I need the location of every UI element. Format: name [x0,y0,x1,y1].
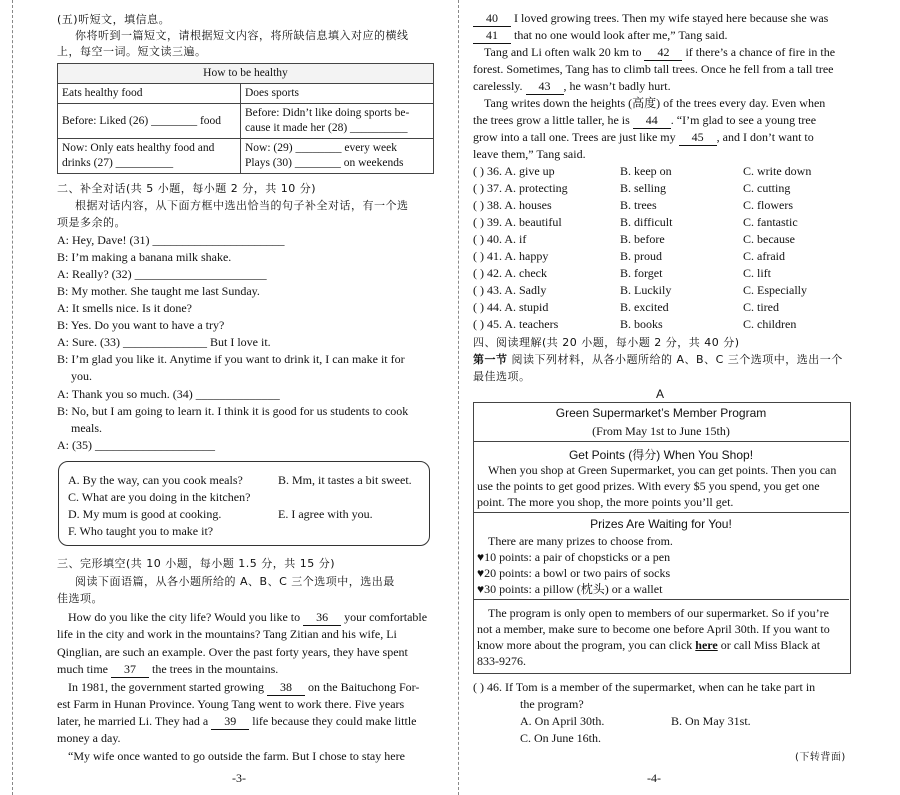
ad-text: When you shop at Green Supermarket, you can get points. Then you can [488,463,837,477]
choice-option-b: B. keep on [620,164,672,178]
passage-line [473,113,816,129]
ad-text: not a member, make sure to become one before April 30th. If you want to [477,622,830,636]
subsection-label: 第一节 [473,353,508,366]
page-right [450,0,900,795]
passage-line: Qinglian, are such an example. Over the past forty years, they have spent [57,645,408,659]
section-5-instruction-2: 上，每空一词。短文读三遍。 [57,45,207,58]
passage-line: Tang writes down the heights (高度) of the trees every day. Even when [484,96,826,110]
ad-heading-points: Get Points (得分) When You Shop! [568,448,754,462]
option-d: D. My mum is good at cooking. [68,507,222,521]
section-2-title: 二、补全对话(共 5 小题，每小题 2 分，共 10 分) [57,182,317,195]
passage-line: forest. Sometimes, Tang has to climb tall trees. Once he fell from a tall tree [473,62,834,76]
blank-37: 37 [111,662,149,678]
table-cell-line: Plays (30) ________ on weekends [245,157,404,169]
dialog-line: B: I’m glad you like it. Anytime if you want to drink it, I can make it for [57,352,405,366]
passage-line [473,130,814,146]
here-link[interactable]: here [695,638,718,652]
ad-divider [473,599,849,600]
passage-line [68,610,427,626]
prize-item: ♥10 points: a pair of chopsticks or a pen [477,550,671,564]
turn-over-note: (下转背面) [795,752,846,763]
passage-line: money a day. [57,731,121,745]
passage-line [473,28,728,44]
choice-option-c: C. afraid [743,249,785,263]
passage-line [484,45,835,61]
section-3-title: 三、完形填空(共 10 小题，每小题 1.5 分，共 15 分) [57,557,336,570]
ad-divider [473,512,849,513]
text: the trees in the mountains. [152,662,279,676]
binding-line [12,0,13,795]
table-cell-line: cause it made her (28) __________ [245,122,408,134]
table-cell-line: Now: (29) ________ every week [245,142,398,154]
dialog-line: A: Hey, Dave! (31) ______________________ [57,233,285,247]
choice-question: ( ) 44. A. stupid [473,300,549,314]
text: 阅读下列材料，从各小题所给的 A、B、C 三个选项中，选出一个 [511,353,843,366]
text: How do you like the city life? Would you like to [68,610,301,624]
binding-line [458,0,459,795]
dialog-line: you. [71,369,92,383]
text: later, he married Li. They had a [57,714,209,728]
dialog-line: B: No, but I am going to learn it. I think it is good for us students to cook [57,404,409,418]
q46-option-b: B. On May 31st. [671,714,751,728]
dialog-line: A: Sure. (33) ______________ But I love it. [57,335,271,349]
blank-42: 42 [644,45,682,61]
choice-option-c: C. tired [743,300,779,314]
text: life because they could make little [252,714,417,728]
table-cell: Does sports [241,84,434,104]
question-46-cont: the program? [520,697,584,711]
blank-36: 36 [303,610,341,626]
text: grow into a tall one. Trees are just like my [473,130,676,144]
ad-divider [473,441,849,442]
q46-option-a: A. On April 30th. [520,714,605,728]
prize-item: ♥20 points: a bowl or two pairs of socks [477,566,671,580]
table-cell: Eats healthy food [58,84,241,104]
section-2-instruction-2: 项是多余的。 [57,216,126,229]
choice-option-b: B. before [620,232,665,246]
dialog-line: B: I’m making a banana milk shake. [57,250,232,264]
passage-line: life in the city and work in the mountains? Tang Zitian and his wife, Li [57,627,397,641]
passage-label: A [656,387,665,401]
section-2-instruction: 根据对话内容，从下面方框中选出恰当的句子补全对话，有一个选 [75,199,409,212]
choice-option-b: B. trees [620,198,657,212]
prize-item: ♥30 points: a pillow (枕头) or a wallet [477,582,663,596]
option-f: F. Who taught you to make it? [68,524,214,538]
choice-option-c: C. because [743,232,795,246]
table-cell [241,104,434,139]
section-3-instruction: 阅读下面语篇，从各小题所给的 A、B、C 三个选项中，选出最 [75,575,395,588]
choice-option-c: C. fantastic [743,215,798,229]
blank-41: 41 [473,28,511,44]
text: the trees grow a little taller, he is [473,113,630,127]
text: , and I don’t want to [716,130,814,144]
table-header: How to be healthy [58,64,434,84]
section-4-instruction [473,352,843,367]
ad-title: Green Supermarket’s Member Program [555,406,767,420]
text: In 1981, the government started growing [68,680,264,694]
section-4-title: 四、阅读理解(共 20 小题，每小题 2 分，共 40 分) [473,336,740,349]
dialog-line: A: It smells nice. Is it done? [57,301,192,315]
table-cell [58,139,241,174]
section-5-title: (五)听短文，填信息。 [57,13,171,26]
choice-question: ( ) 43. A. Sadly [473,283,547,297]
ad-text: The program is only open to members of our supermarket. So if you’re [488,606,829,620]
choice-option-c: C. children [743,317,797,331]
ad-text [477,638,820,653]
option-e: E. I agree with you. [278,507,373,521]
choice-question: ( ) 38. A. houses [473,198,552,212]
choice-question: ( ) 39. A. beautiful [473,215,562,229]
ad-dates: (From May 1st to June 15th) [592,424,730,438]
blank-43: 43 [526,79,564,95]
passage-line: “My wife once wanted to go outside the farm. But I chose to stay here [68,749,405,763]
page-number: -4- [647,771,661,785]
choice-question: ( ) 42. A. check [473,266,547,280]
dialog-line: A: Really? (32) ______________________ [57,267,267,281]
choice-question: ( ) 41. A. happy [473,249,549,263]
choice-option-b: B. difficult [620,215,673,229]
passage-line: leave them,” Tang said. [473,147,586,161]
blank-40: 40 [473,11,511,27]
choice-option-b: B. books [620,317,663,331]
choice-question: ( ) 37. A. protecting [473,181,568,195]
page-number: -3- [232,771,246,785]
passage-line [473,79,671,95]
ad-text: use the points to get good prizes. With every $5 you spend, you get one [477,479,820,493]
choice-option-c: C. write down [743,164,812,178]
ad-text: point. The more you shop, the more points you’ll get. [477,495,734,509]
blank-45: 45 [679,130,717,146]
choice-option-b: B. excited [620,300,669,314]
choice-option-c: C. Especially [743,283,807,297]
text: I loved growing trees. Then my wife stayed here because she was [514,11,829,25]
text: . “I’m glad to see a young tree [670,113,817,127]
section-5-instruction: 你将听到一篇短文，请根据短文内容，将所缺信息填入对应的横线 [75,29,409,42]
option-c: C. What are you doing in the kitchen? [68,490,251,504]
choice-option-b: B. forget [620,266,663,280]
ad-text: 833-9276. [477,654,526,668]
passage-line [68,680,419,696]
dialog-line: meals. [71,421,102,435]
dialog-line: A: Thank you so much. (34) ______________ [57,387,280,401]
dialog-line: A: (35) ____________________ [57,438,215,452]
ad-text: There are many prizes to choose from. [488,534,673,548]
healthy-table [57,63,434,174]
text: if there’s a chance of fire in the [685,45,836,59]
passage-line [57,662,278,678]
choice-option-b: B. Luckily [620,283,672,297]
blank-39: 39 [211,714,249,730]
q46-option-c: C. On June 16th. [520,731,601,745]
passage-line: est Farm in Hunan Province. Young Tang went to work there. Five years [57,697,405,711]
choice-option-b: B. selling [620,181,667,195]
ad-heading-prizes: Prizes Are Waiting for You! [590,517,732,531]
text: your comfortable [344,610,428,624]
text: know more about the program, you can click [477,638,693,652]
choice-option-c: C. lift [743,266,772,280]
table-cell-line: Now: Only eats healthy food and [62,142,215,154]
passage-line [57,714,417,730]
option-b: B. Mm, it tastes a bit sweet. [278,473,412,487]
text: on the Baituchong For- [307,680,420,694]
text: carelessly. [473,79,523,93]
blank-44: 44 [633,113,671,129]
section-3-instruction-2: 佳选项。 [57,592,103,605]
question-46: ( ) 46. If Tom is a member of the supermarket, when can he take part in [473,680,816,694]
option-a: A. By the way, can you cook meals? [68,473,243,487]
text: that no one would look after me,” Tang said. [514,28,728,42]
table-cell: Before: Liked (26) ________ food [58,104,241,139]
text: Tang and Li often walk 20 km to [484,45,642,59]
text: or call Miss Black at [720,638,821,652]
choice-question: ( ) 45. A. teachers [473,317,559,331]
choice-option-b: B. proud [620,249,662,263]
table-cell [241,139,434,174]
text: , he wasn’t badly hurt. [563,79,671,93]
choice-option-c: C. cutting [743,181,791,195]
dialog-line: B: Yes. Do you want to have a try? [57,318,225,332]
passage-line [473,11,828,27]
choice-option-c: C. flowers [743,198,793,212]
section-4-instruction-2: 最佳选项。 [473,370,531,383]
table-cell-line: Before: Didn’t like doing sports be- [245,107,410,119]
blank-38: 38 [267,680,305,696]
choice-question: ( ) 40. A. if [473,232,527,246]
table-cell-line: drinks (27) __________ [62,157,174,169]
text: much time [57,662,108,676]
choice-question: ( ) 36. A. give up [473,164,555,178]
dialog-line: B: My mother. She taught me last Sunday. [57,284,260,298]
